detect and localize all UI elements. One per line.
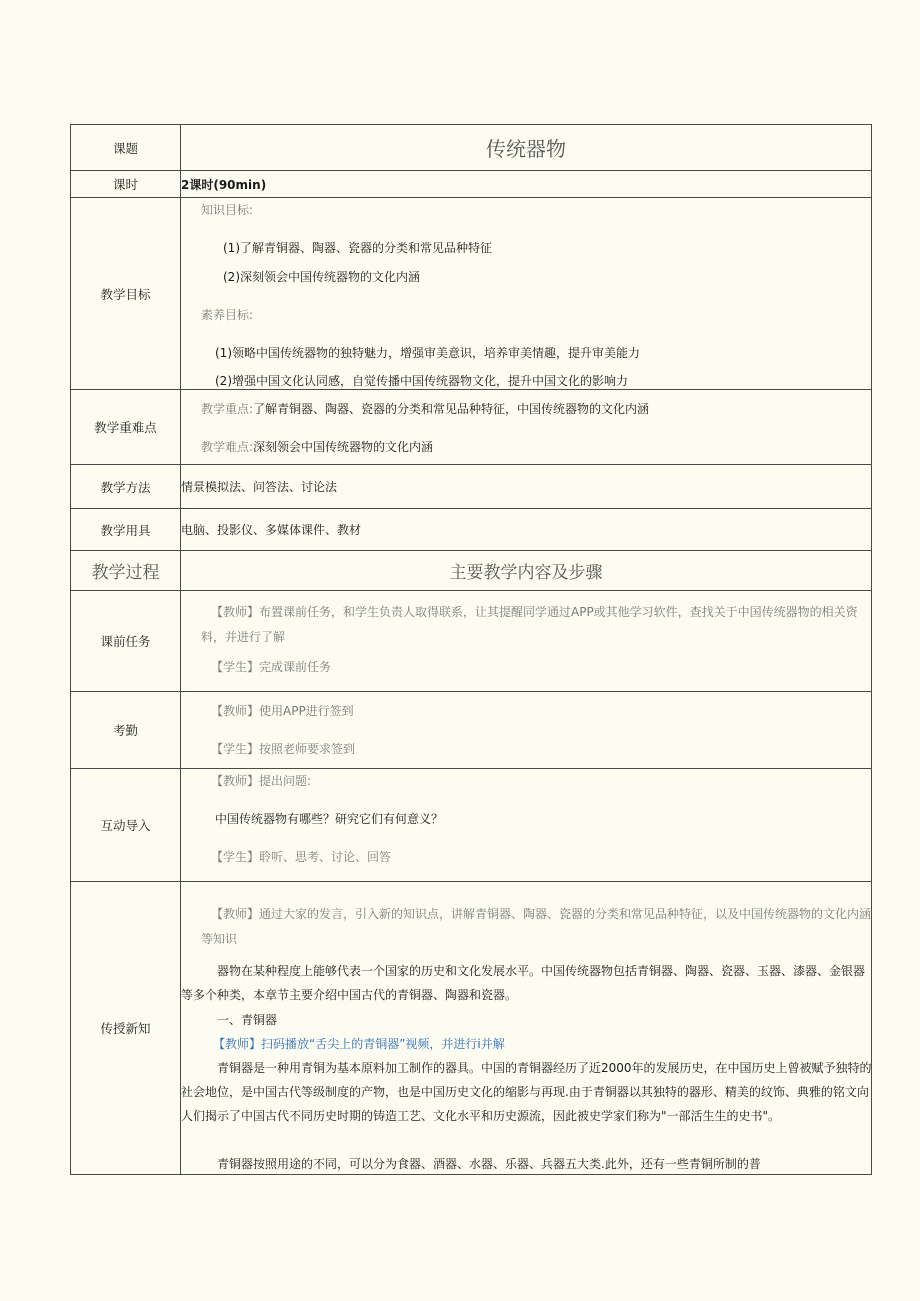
- objectives-cell: [181, 198, 872, 390]
- lesson-plan-table: [70, 124, 872, 1175]
- label-pre-task: 课前任务: [71, 591, 181, 692]
- section-bronze: 一、青铜器: [217, 1013, 278, 1027]
- key-point-text: 了解青铜器、陶器、瓷器的分类和常见品种特征，中国传统器物的文化内涵: [253, 402, 650, 416]
- row-attendance: [71, 692, 872, 769]
- literacy-item-2: (2)增强中国文化认同感，自觉传播中国传统器物文化，提升中国文化的影响力: [215, 374, 629, 388]
- label-tools: 教学用具: [71, 509, 181, 551]
- knowledge-item-2: (2)深刻领会中国传统器物的文化内涵: [223, 270, 420, 284]
- label-methods: 教学方法: [71, 465, 181, 509]
- key-points-cell: [181, 390, 872, 465]
- pre-task-teacher: 【教师】布置课前任务，和学生负责人取得联系，让其提醒同学通过APP或其他学习软件，查找关于中国传统器物的相关资料，并进行了解: [201, 605, 858, 644]
- row-tools: [71, 509, 872, 551]
- teaching-cell: [181, 882, 872, 1175]
- row-teaching: [71, 882, 872, 1175]
- label-teaching: 传授新知: [71, 882, 181, 1175]
- process-heading: 教学过程: [71, 551, 181, 591]
- row-objectives: [71, 198, 872, 390]
- row-hours: [71, 171, 872, 198]
- row-pre-task: [71, 591, 872, 692]
- literacy-item-1: (1)领略中国传统器物的独特魅力，增强审美意识，培养审美情趣，提升审美能力: [215, 346, 641, 360]
- row-methods: [71, 465, 872, 509]
- attendance-teacher: 【教师】使用APP进行签到: [211, 704, 354, 718]
- literacy-heading: 素养目标:: [201, 308, 254, 322]
- pre-task-student: 【学生】完成课前任务: [211, 660, 332, 674]
- key-point-line: [201, 400, 649, 417]
- pre-task-cell: [181, 591, 872, 692]
- teaching-para-2: 青铜器是一种用青铜为基本原料加工制作的器具。中国的青铜器经历了近2000年的发展历史，在中国历史上曾被赋予独特的社会地位，是中国古代等级制度的产物，也是中国历史文化的缩影与再现.由于青铜器以其独特的器形、精美的纹饰、典雅的铭文向人们揭示了中国古代不同历史时期的铸造工艺、文化水平和历史源流，因此被史学家们称为"一部活生生的史书"。: [181, 1061, 872, 1123]
- difficulty-line: [201, 438, 433, 455]
- course-title: 传统器物: [181, 125, 872, 171]
- label-key-points: 教学重难点: [71, 390, 181, 465]
- label-attendance: 考勤: [71, 692, 181, 769]
- label-hours: 课时: [71, 171, 181, 198]
- video-instruction: 【教师】扫码播放“舌尖上的青铜器”视频，并进行i并解: [213, 1037, 505, 1051]
- intro-question: 中国传统器物有哪些？研究它们有何意义？: [215, 812, 444, 826]
- steps-heading: 主要教学内容及步骤: [181, 551, 872, 591]
- teaching-teacher: 【教师】通过大家的发言，引入新的知识点，讲解青铜器、陶器、瓷器的分类和常见品种特征，以及中国传统器物的文化内涵等知识: [201, 907, 872, 946]
- hours-value: 2课时(90min): [181, 171, 872, 198]
- methods-value: 情景模拟法、问答法、讨论法: [181, 465, 872, 509]
- difficulty-text: 深刻领会中国传统器物的文化内涵: [253, 440, 434, 454]
- row-title: [71, 125, 872, 171]
- attendance-student: 【学生】按照老师要求签到: [211, 742, 356, 756]
- label-intro: 互动导入: [71, 769, 181, 882]
- label-title: 课题: [71, 125, 181, 171]
- teaching-para-3: 青铜器按照用途的不同，可以分为食器、酒器、水器、乐器、兵器五大类.此外，还有一些青铜所制的普: [217, 1157, 761, 1171]
- label-objectives: 教学目标: [71, 198, 181, 390]
- intro-student: 【学生】聆听、思考、讨论、回答: [211, 850, 392, 864]
- knowledge-heading: 知识目标:: [201, 203, 254, 217]
- knowledge-item-1: (1)了解青铜器、陶器、瓷器的分类和常见品种特征: [223, 241, 492, 255]
- intro-teacher: 【教师】提出问题:: [211, 774, 312, 788]
- teaching-para-1: 器物在某种程度上能够代表一个国家的历史和文化发展水平。中国传统器物包括青铜器、陶器、瓷器、玉器、漆器、金银器等多个种类，本章节主要介绍中国古代的青铜器、陶器和瓷器。: [181, 964, 866, 1002]
- row-key-points: [71, 390, 872, 465]
- key-point-heading: 教学重点:: [201, 402, 254, 416]
- row-process-head: [71, 551, 872, 591]
- intro-cell: [181, 769, 872, 882]
- tools-value: 电脑、投影仪、多媒体课件、教材: [181, 509, 872, 551]
- difficulty-heading: 教学难点:: [201, 440, 254, 454]
- row-intro: [71, 769, 872, 882]
- attendance-cell: [181, 692, 872, 769]
